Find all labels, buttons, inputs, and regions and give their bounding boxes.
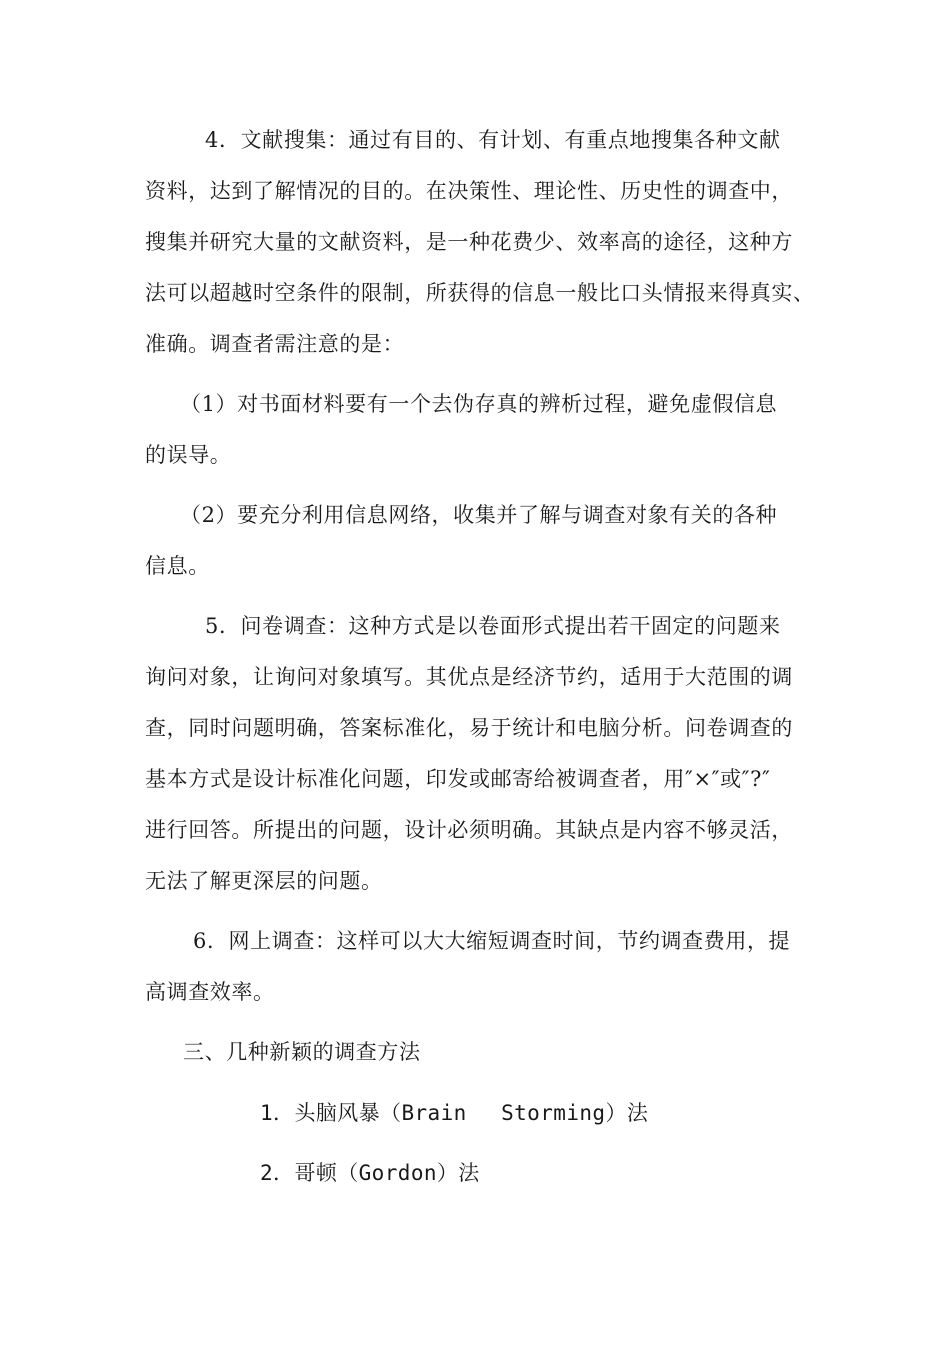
paragraph-4-2-line-1: （2）要充分利用信息网络，收集并了解与调查对象有关的各种	[180, 503, 778, 527]
paragraph-5-line-1: 5．问卷调查：这种方式是以卷面形式提出若干固定的问题来	[205, 614, 781, 638]
paragraph-4-1-line-2: 的误导。	[145, 443, 232, 467]
paragraph-6-line-2: 高调查效率。	[145, 980, 275, 1004]
paragraph-4-line-2: 资料，达到了解情况的目的。在决策性、理论性、历史性的调查中，	[145, 179, 793, 203]
section-heading: 三、几种新颖的调查方法	[183, 1040, 421, 1064]
paragraph-4-2-line-2: 信息。	[145, 554, 210, 578]
paragraph-5-line-4: 基本方式是设计标准化问题，印发或邮寄给被调查者，用″×″或″?″	[145, 767, 771, 791]
paragraph-5-line-3: 查，同时问题明确，答案标准化，易于统计和电脑分析。问卷调查的	[145, 716, 793, 740]
paragraph-5-line-5: 进行回答。所提出的问题，设计必须明确。其缺点是内容不够灵活，	[145, 818, 793, 842]
paragraph-4-line-3: 搜集并研究大量的文献资料，是一种花费少、效率高的途径，这种方	[145, 230, 793, 254]
method-item-1: 1．头脑风暴（Brain Storming）法	[260, 1101, 649, 1125]
paragraph-5-line-6: 无法了解更深层的问题。	[145, 869, 383, 893]
paragraph-4-line-1: 4．文献搜集：通过有目的、有计划、有重点地搜集各种文献	[205, 128, 781, 152]
paragraph-4-1-line-1: （1）对书面材料要有一个去伪存真的辨析过程，避免虚假信息	[180, 392, 778, 416]
paragraph-4-line-5: 准确。调查者需注意的是：	[145, 332, 405, 356]
paragraph-6-line-1: 6．网上调查：这样可以大大缩短调查时间，节约调查费用，提	[193, 929, 791, 953]
method-item-2: 2．哥顿（Gordon）法	[260, 1161, 480, 1185]
paragraph-4-line-4: 法可以超越时空条件的限制，所获得的信息一般比口头情报来得真实、	[145, 281, 815, 305]
paragraph-5-line-2: 询问对象，让询问对象填写。其优点是经济节约，适用于大范围的调	[145, 665, 793, 689]
